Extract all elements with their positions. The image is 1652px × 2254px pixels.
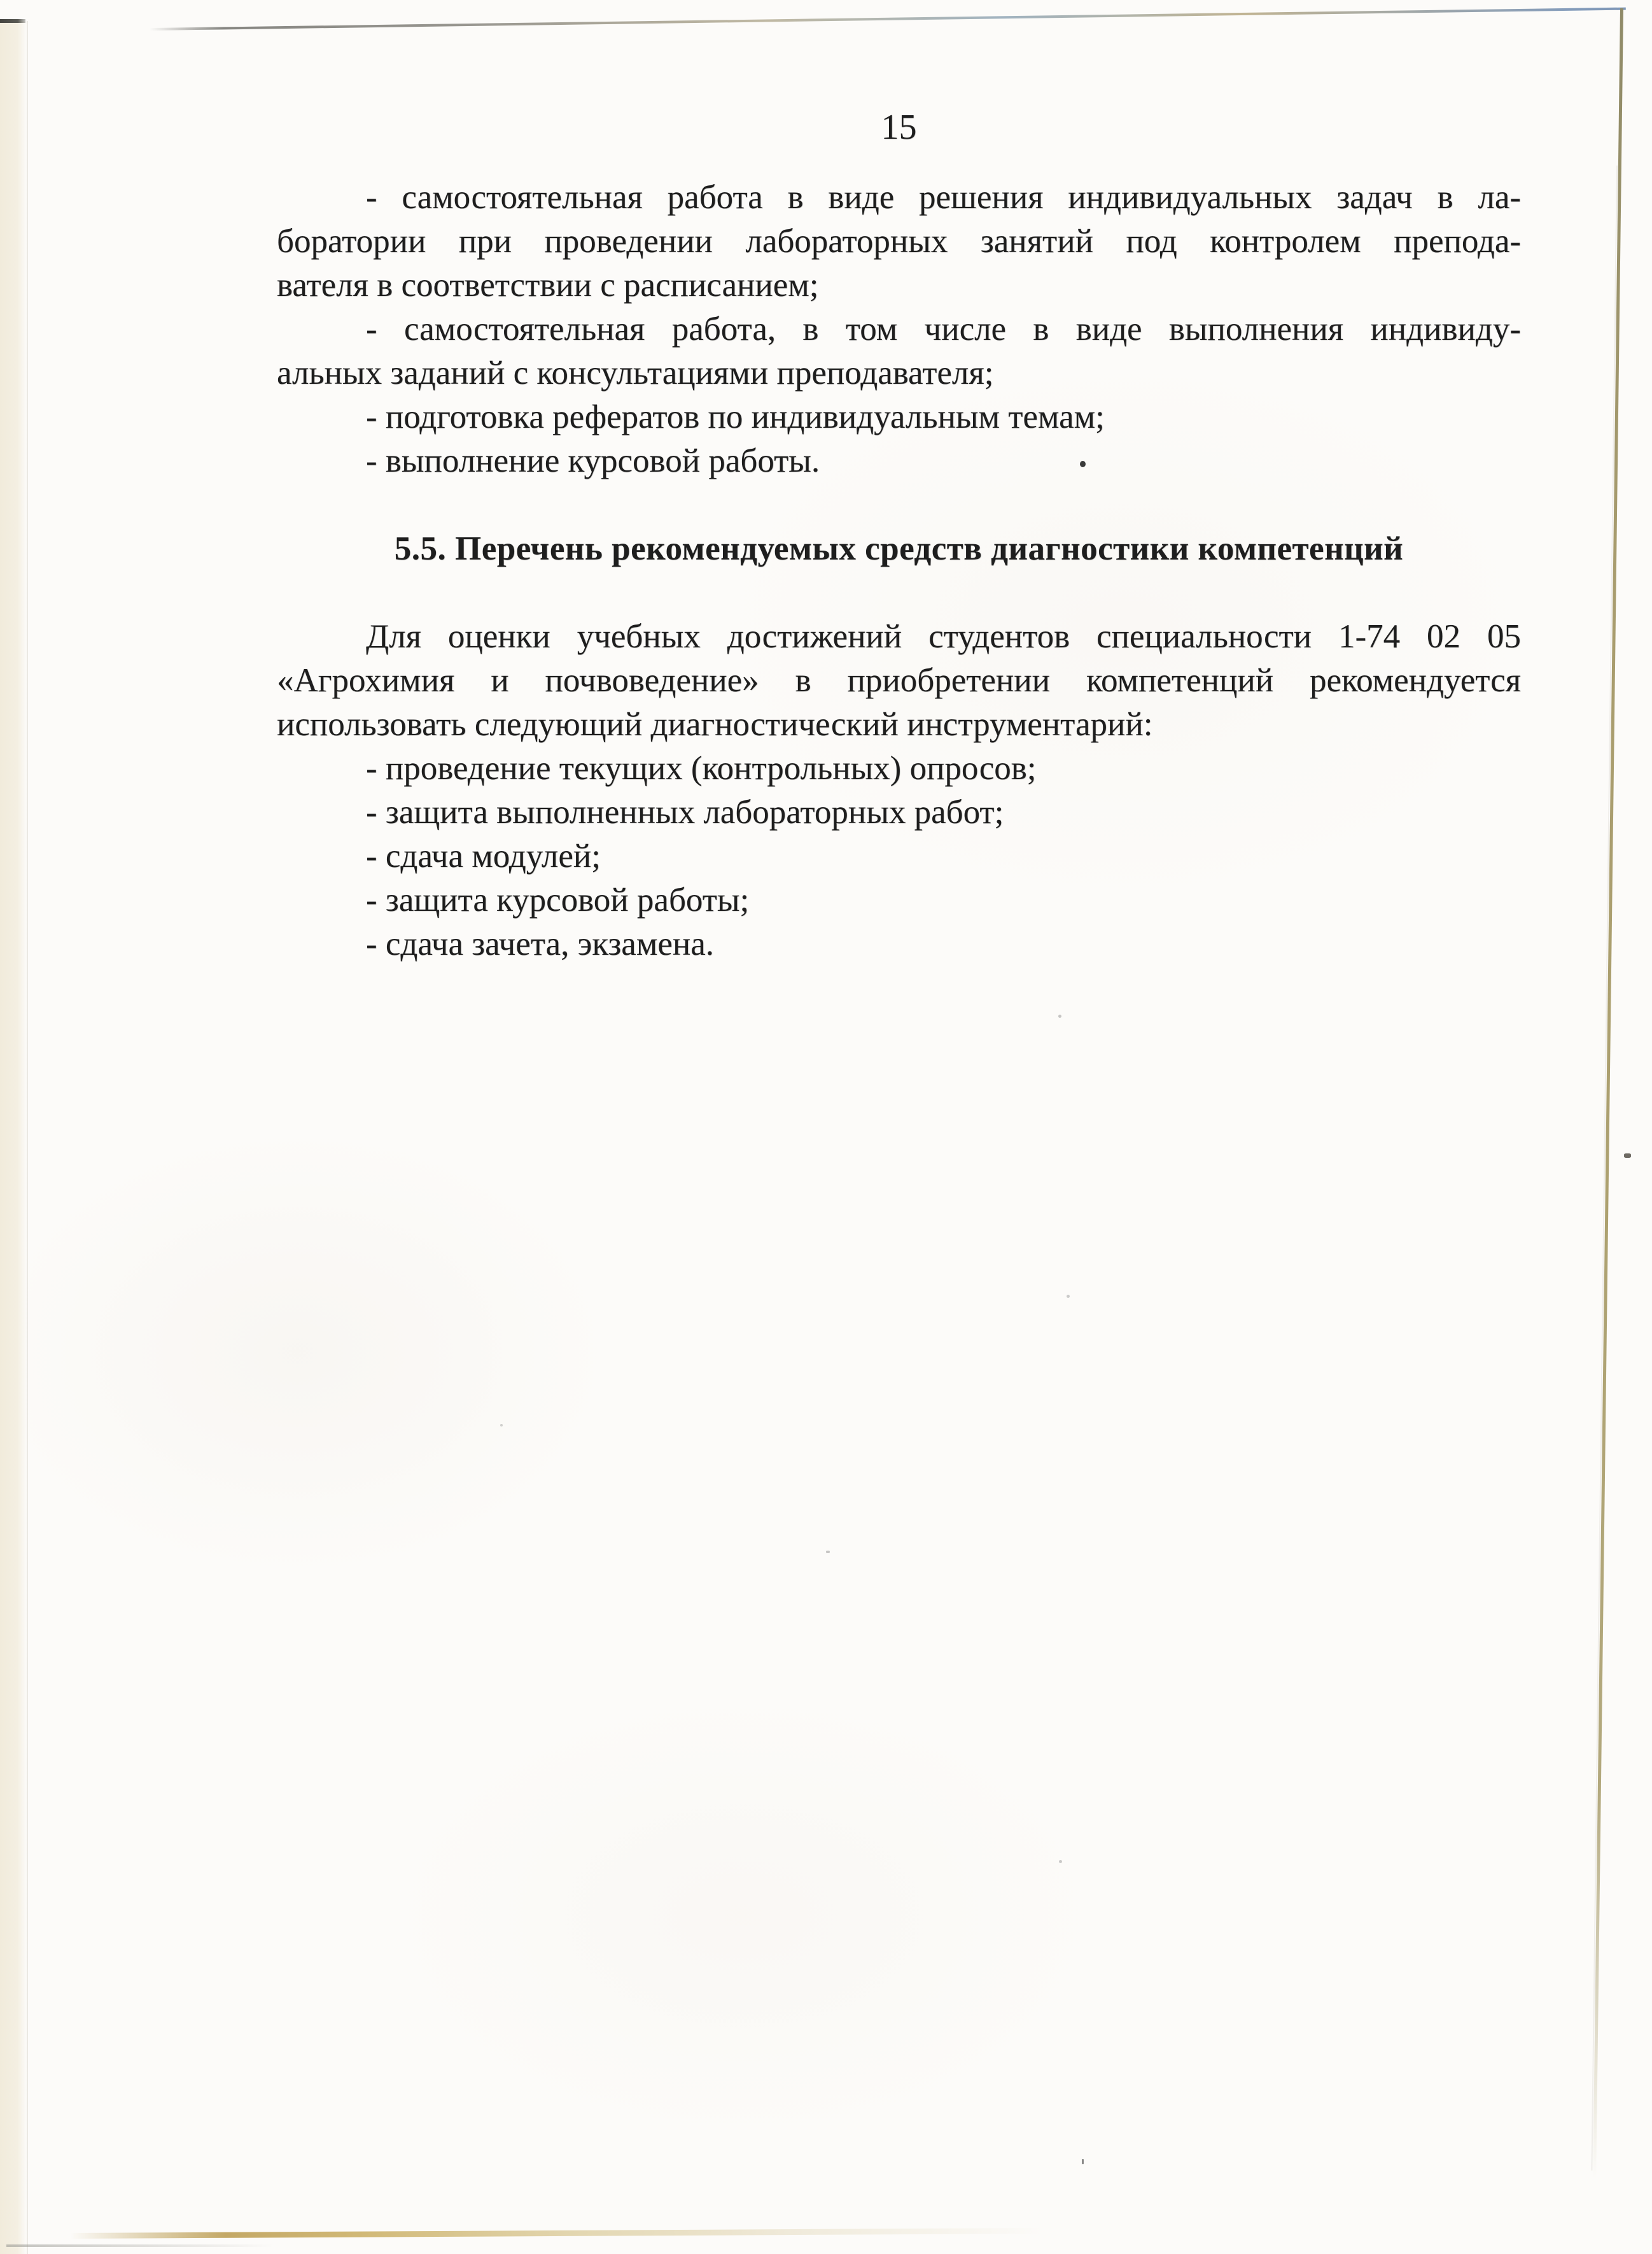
body-line: Для оценки учебных достижений студентов специальности 1-74 02 05	[366, 618, 1521, 655]
section-heading: 5.5. Перечень рекомендуемых средств диагностики компетенций	[394, 530, 1404, 567]
scan-top-edge-line	[150, 8, 1626, 31]
list-item: - сдача модулей;	[366, 838, 601, 875]
body-line: «Агрохимия и почвоведение» в приобретении компетенций рекомендуется	[277, 662, 1521, 699]
body-line: - самостоятельная работа, в том числе в виде выполнения индивиду-	[366, 311, 1521, 348]
body-line: альных заданий с консультациями преподавателя;	[277, 355, 994, 391]
ink-speck	[1082, 2159, 1084, 2164]
ink-speck	[1058, 1015, 1061, 1018]
list-item: - защита курсовой работы;	[366, 882, 750, 919]
list-item: - проведение текущих (контрольных) опросов;	[366, 750, 1037, 787]
body-line: вателя в соответствии с расписанием;	[277, 267, 819, 304]
body-line: использовать следующий диагностический инструментарий:	[277, 706, 1153, 743]
list-item: - защита выполненных лабораторных работ;	[366, 794, 1004, 831]
scan-left-edge-strip	[0, 21, 27, 2254]
scan-topleft-dark-bar	[0, 19, 25, 23]
ink-speck	[1059, 1860, 1062, 1863]
page-number: 15	[881, 108, 917, 147]
list-item: - подготовка рефератов по индивидуальным темам;	[366, 398, 1105, 435]
ink-speck	[826, 1551, 830, 1553]
body-line: боратории при проведении лабораторных занятий под контролем препода-	[277, 223, 1521, 260]
scan-bottom-tan-streak	[70, 2228, 1044, 2239]
ink-speck	[1067, 1295, 1070, 1298]
body-line: - самостоятельная работа в виде решения индивидуальных задач в ла-	[366, 179, 1521, 216]
scan-bottom-gray-line	[6, 2244, 274, 2247]
document-text-column	[277, 176, 1521, 966]
ink-speck	[500, 1424, 503, 1426]
ink-speck	[1624, 1153, 1631, 1158]
scan-right-edge-line	[1593, 8, 1623, 2179]
list-item: - выполнение курсовой работы.	[366, 442, 820, 479]
scan-right-inner-line	[1591, 166, 1618, 2171]
list-item: - сдача зачета, экзамена.	[366, 926, 715, 962]
